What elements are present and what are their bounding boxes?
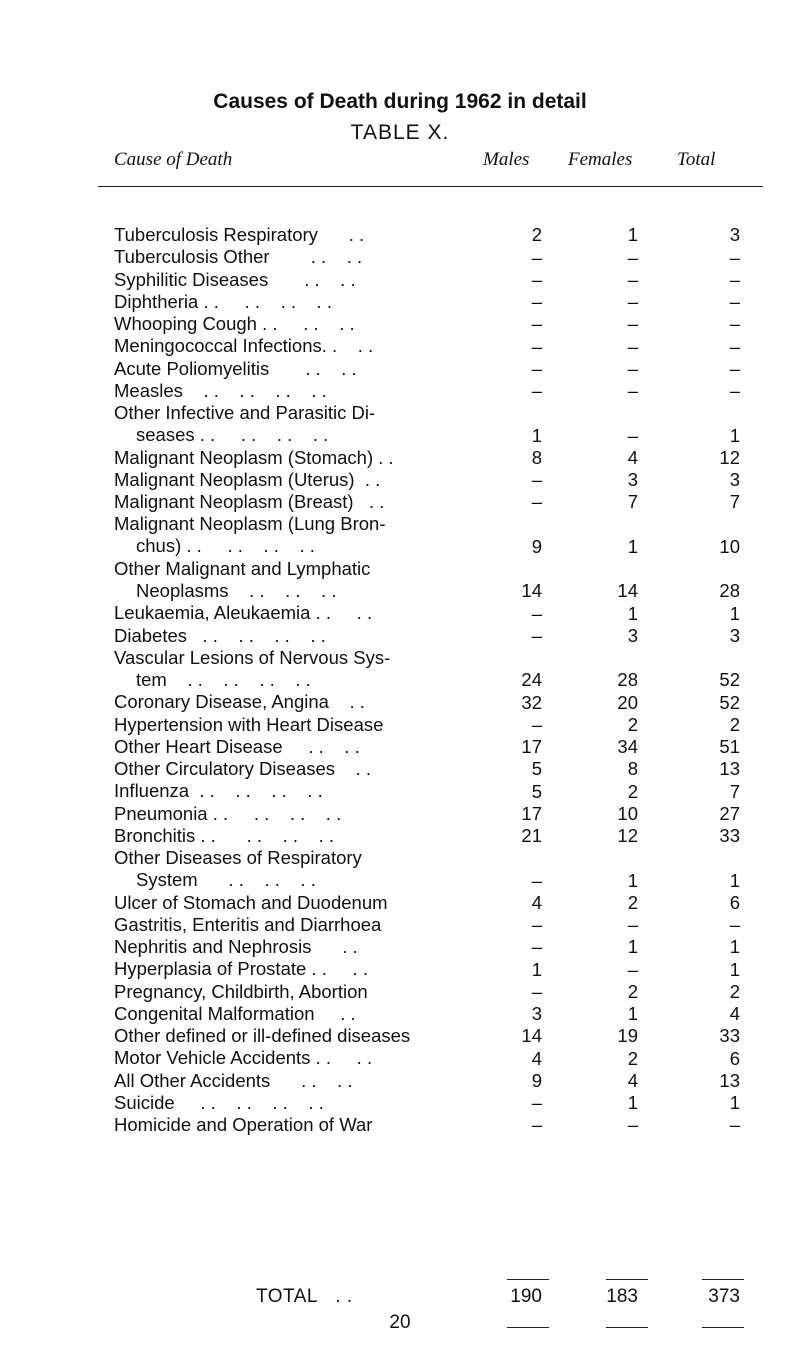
total-cell: 13 <box>719 758 740 780</box>
table-row <box>0 291 800 313</box>
cause-cell <box>114 447 466 469</box>
cause-cell <box>114 936 466 958</box>
table-row <box>0 491 800 513</box>
cause-text: Pneumonia . . . . . . . . <box>114 802 342 824</box>
table-row <box>0 714 800 736</box>
cause-cell <box>114 313 466 335</box>
total-cell: – <box>729 268 740 290</box>
cause-cell <box>114 335 466 357</box>
males-cell: – <box>531 291 542 312</box>
total-cell: 12 <box>719 446 740 468</box>
females-cell: 1 <box>627 224 638 246</box>
females-cell: – <box>627 246 638 268</box>
total-cell: 28 <box>719 580 740 602</box>
females-cell: – <box>627 335 638 357</box>
total-cell: 7 <box>729 491 740 513</box>
cause-cell <box>114 625 466 647</box>
males-cell: – <box>531 602 542 624</box>
cause-text: Syphilitic Diseases . . . . <box>114 268 356 290</box>
males-cell: 21 <box>521 825 542 846</box>
males-cell: – <box>531 980 542 1002</box>
females-cell: 14 <box>617 580 638 602</box>
cause-text: Influenza . . . . . . . . <box>114 780 323 802</box>
cause-cell <box>114 558 466 602</box>
table-row <box>0 469 800 491</box>
table-row <box>0 246 800 268</box>
total-cell: – <box>729 291 740 312</box>
cause-text: Malignant Neoplasm (Stomach) . . <box>114 446 394 468</box>
males-cell: – <box>531 1092 542 1113</box>
cause-text: Other Diseases of Respiratory <box>114 847 362 868</box>
cause-cell <box>114 1070 466 1092</box>
males-cell: – <box>531 246 542 268</box>
cause-cell <box>114 892 466 914</box>
females-cell: 28 <box>617 669 638 691</box>
total-cell: – <box>729 357 740 379</box>
females-cell: – <box>627 914 638 935</box>
females-cell: – <box>627 313 638 335</box>
females-cell: – <box>627 380 638 401</box>
total-cell: 7 <box>729 780 740 802</box>
cause-text: Hypertension with Heart Disease <box>114 713 384 735</box>
males-cell: 4 <box>531 891 542 913</box>
total-cell: – <box>729 313 740 335</box>
males-cell: – <box>531 357 542 379</box>
total-cell: 13 <box>719 1069 740 1091</box>
table-row <box>0 691 800 713</box>
cause-cell <box>114 358 466 380</box>
males-cell: 3 <box>531 1003 542 1024</box>
males-cell: – <box>531 469 542 490</box>
table-row <box>0 625 800 647</box>
table-row <box>0 380 800 402</box>
females-cell: 20 <box>617 691 638 713</box>
cause-text: Homicide and Operation of War <box>114 1114 373 1135</box>
total-cell: 1 <box>729 424 740 446</box>
table-row <box>0 1092 800 1114</box>
total-cell: 1 <box>729 869 740 891</box>
females-cell: 1 <box>627 602 638 624</box>
males-cell: 1 <box>531 424 542 446</box>
males-cell: 14 <box>521 580 542 602</box>
cause-cell <box>114 491 466 513</box>
total-females: 183 <box>606 1286 638 1307</box>
total-cell: 4 <box>729 1003 740 1024</box>
total-cell: 33 <box>719 825 740 846</box>
cause-text: Hyperplasia of Prostate . . . . <box>114 958 368 980</box>
table-row <box>0 558 800 603</box>
total-total: 373 <box>708 1286 740 1307</box>
cause-cell <box>114 914 466 936</box>
cause-text: Malignant Neoplasm (Breast) . . <box>114 491 385 512</box>
cause-text: Malignant Neoplasm (Uterus) . . <box>114 468 381 490</box>
total-label: TOTAL . . <box>256 1286 353 1307</box>
table-row <box>0 269 800 291</box>
cause-text: Whooping Cough . . . . . . <box>114 313 355 334</box>
females-cell: 3 <box>627 469 638 490</box>
cause-text: All Other Accidents . . . . <box>114 1069 353 1091</box>
females-cell: 4 <box>627 446 638 468</box>
cause-cell <box>114 291 466 313</box>
table-row <box>0 647 800 692</box>
females-cell: 2 <box>627 1047 638 1069</box>
males-cell: – <box>531 914 542 935</box>
table-row <box>0 758 800 780</box>
males-cell: 8 <box>531 446 542 468</box>
females-cell: 4 <box>627 1069 638 1091</box>
males-cell: – <box>531 869 542 891</box>
table-row <box>0 1114 800 1136</box>
total-cell: 1 <box>729 936 740 958</box>
cause-cell <box>114 1092 466 1114</box>
females-cell: – <box>627 357 638 379</box>
males-cell: 32 <box>521 691 542 713</box>
page-heading: Causes of Death during 1962 in detail <box>213 90 587 113</box>
cause-cell <box>114 513 466 557</box>
total-cell: – <box>729 380 740 401</box>
cause-cell <box>114 224 466 246</box>
females-cell: 8 <box>627 758 638 780</box>
total-cell: 1 <box>729 602 740 624</box>
table-body <box>0 224 800 1136</box>
cause-cell <box>114 958 466 980</box>
males-cell: – <box>531 936 542 958</box>
cause-cell <box>114 647 466 691</box>
cause-cell <box>114 602 466 624</box>
males-cell: – <box>531 1114 542 1136</box>
females-cell: 1 <box>627 1003 638 1024</box>
total-cell: 1 <box>729 958 740 980</box>
column-header-cause: Cause of Death <box>114 149 233 170</box>
table-row <box>0 1025 800 1047</box>
table-row <box>0 981 800 1003</box>
total-cell: 52 <box>719 669 740 691</box>
cause-cell <box>114 825 466 847</box>
cause-text: Malignant Neoplasm (Lung Bron- <box>114 513 386 535</box>
total-rule-males-top <box>507 1279 549 1280</box>
males-cell: 17 <box>521 802 542 824</box>
males-cell: – <box>531 335 542 357</box>
females-cell: 2 <box>627 780 638 802</box>
cause-cell <box>114 981 466 1003</box>
cause-text-continued: chus) . . . . . . . . <box>136 535 315 557</box>
table-row <box>0 892 800 914</box>
males-cell: – <box>531 713 542 735</box>
table-row <box>0 224 800 246</box>
cause-cell <box>114 1047 466 1069</box>
cause-text: Tuberculosis Other . . . . <box>114 246 363 268</box>
cause-cell <box>114 1003 466 1025</box>
total-cell: 3 <box>729 224 740 246</box>
table-row <box>0 847 800 892</box>
table-row <box>0 1003 800 1025</box>
females-cell: 2 <box>627 713 638 735</box>
cause-cell <box>114 780 466 802</box>
males-cell: 9 <box>531 1069 542 1091</box>
table-row <box>0 335 800 357</box>
cause-text-continued: tem . . . . . . . . <box>136 668 311 690</box>
cause-text: Ulcer of Stomach and Duodenum <box>114 891 388 913</box>
table-row <box>0 1047 800 1069</box>
males-cell: 2 <box>531 224 542 246</box>
females-cell: 1 <box>627 869 638 891</box>
total-cell: – <box>729 914 740 935</box>
cause-text: Motor Vehicle Accidents . . . . <box>114 1047 373 1069</box>
cause-text: Diphtheria . . . . . . . . <box>114 290 332 312</box>
total-cell: 51 <box>719 736 740 757</box>
cause-cell <box>114 736 466 758</box>
females-cell: – <box>627 291 638 312</box>
total-cell: 2 <box>729 980 740 1002</box>
cause-cell <box>114 269 466 291</box>
females-cell: 2 <box>627 980 638 1002</box>
males-cell: – <box>531 624 542 646</box>
cause-text: Bronchitis . . . . . . . . <box>114 824 335 846</box>
males-cell: – <box>531 380 542 401</box>
total-cell: 6 <box>729 891 740 913</box>
table-row <box>0 513 800 558</box>
table-label: TABLE X. <box>350 121 450 144</box>
males-cell: 24 <box>521 669 542 691</box>
cause-text-continued: System . . . . . . <box>136 869 316 890</box>
cause-text: Suicide . . . . . . . . <box>114 1091 324 1113</box>
males-cell: – <box>531 313 542 335</box>
total-cell: 1 <box>729 1092 740 1113</box>
table-row <box>0 402 800 447</box>
table-row <box>0 1070 800 1092</box>
males-cell: 9 <box>531 535 542 557</box>
females-cell: 1 <box>627 1092 638 1113</box>
females-cell: 2 <box>627 891 638 913</box>
females-cell: – <box>627 424 638 446</box>
table-row <box>0 602 800 624</box>
cause-cell <box>114 402 466 446</box>
cause-cell <box>114 1025 466 1047</box>
page-number: 20 <box>389 1312 411 1333</box>
males-cell: 1 <box>531 958 542 980</box>
table-row <box>0 803 800 825</box>
females-cell: 12 <box>617 825 638 846</box>
cause-text: Tuberculosis Respiratory . . <box>114 224 365 245</box>
females-cell: 19 <box>617 1025 638 1047</box>
cause-cell <box>114 380 466 402</box>
cause-cell <box>114 1114 466 1136</box>
males-cell: – <box>531 491 542 513</box>
cause-cell <box>114 691 466 713</box>
cause-text: Pregnancy, Childbirth, Abortion <box>114 980 368 1002</box>
cause-text: Nephritis and Nephrosis . . <box>114 936 358 957</box>
cause-text: Coronary Disease, Angina . . <box>114 691 365 713</box>
cause-text: Other Infective and Parasitic Di- <box>114 402 376 423</box>
males-cell: 4 <box>531 1047 542 1069</box>
cause-text-continued: Neoplasms . . . . . . <box>136 579 337 601</box>
cause-cell <box>114 803 466 825</box>
total-cell: 27 <box>719 802 740 824</box>
table-row <box>0 447 800 469</box>
total-cell: 33 <box>719 1025 740 1047</box>
cause-text: Other Malignant and Lymphatic <box>114 557 371 579</box>
table-row <box>0 958 800 980</box>
cause-cell <box>114 246 466 268</box>
females-cell: 1 <box>627 535 638 557</box>
total-rule-total-top <box>702 1279 744 1280</box>
total-cell: – <box>729 335 740 357</box>
females-cell: 7 <box>627 491 638 513</box>
females-cell: – <box>627 1114 638 1136</box>
males-cell: – <box>531 268 542 290</box>
cause-text: Acute Poliomyelitis . . . . <box>114 357 357 379</box>
table-row <box>0 358 800 380</box>
females-cell: – <box>627 268 638 290</box>
cause-text: Gastritis, Enteritis and Diarrhoea <box>114 913 382 935</box>
cause-text: Other Circulatory Diseases . . <box>114 758 372 779</box>
total-cell: – <box>729 246 740 268</box>
total-cell: 3 <box>729 469 740 490</box>
cause-cell <box>114 847 466 891</box>
table-row <box>0 914 800 936</box>
males-cell: 17 <box>521 736 542 757</box>
males-cell: 14 <box>521 1025 542 1047</box>
cause-text: Vascular Lesions of Nervous Sys- <box>114 646 391 668</box>
column-header-females: Females <box>568 149 633 170</box>
table-row <box>0 825 800 847</box>
total-cell: 2 <box>729 713 740 735</box>
cause-cell <box>114 714 466 736</box>
column-header-total: Total <box>677 149 716 170</box>
header-rule <box>98 186 763 187</box>
cause-cell <box>114 469 466 491</box>
table-row <box>0 780 800 802</box>
total-cell: 3 <box>729 624 740 646</box>
cause-cell <box>114 758 466 780</box>
table-row <box>0 313 800 335</box>
cause-text: Measles . . . . . . . . <box>114 379 327 401</box>
females-cell: 3 <box>627 624 638 646</box>
total-rule-females-top <box>606 1279 648 1280</box>
cause-text: Congenital Malformation . . <box>114 1002 356 1024</box>
cause-text: Meningococcal Infections. . . . <box>114 335 374 357</box>
total-cell: 10 <box>719 535 740 557</box>
females-cell: 34 <box>617 736 638 757</box>
total-males: 190 <box>510 1286 542 1307</box>
males-cell: 5 <box>531 758 542 780</box>
total-cell: 6 <box>729 1047 740 1069</box>
table-row <box>0 936 800 958</box>
males-cell: 5 <box>531 780 542 802</box>
females-cell: 10 <box>617 802 638 824</box>
cause-text-continued: seases . . . . . . . . <box>136 424 329 445</box>
cause-text: Other defined or ill-defined diseases <box>114 1025 411 1046</box>
column-header-males: Males <box>483 149 530 170</box>
table-row <box>0 736 800 758</box>
cause-text: Leukaemia, Aleukaemia . . . . <box>114 602 373 624</box>
females-cell: 1 <box>627 936 638 958</box>
females-cell: – <box>627 958 638 980</box>
total-cell: – <box>729 1114 740 1136</box>
cause-text: Diabetes . . . . . . . . <box>114 624 326 646</box>
cause-text: Other Heart Disease . . . . <box>114 735 360 757</box>
total-row <box>0 1286 800 1310</box>
total-cell: 52 <box>719 691 740 713</box>
